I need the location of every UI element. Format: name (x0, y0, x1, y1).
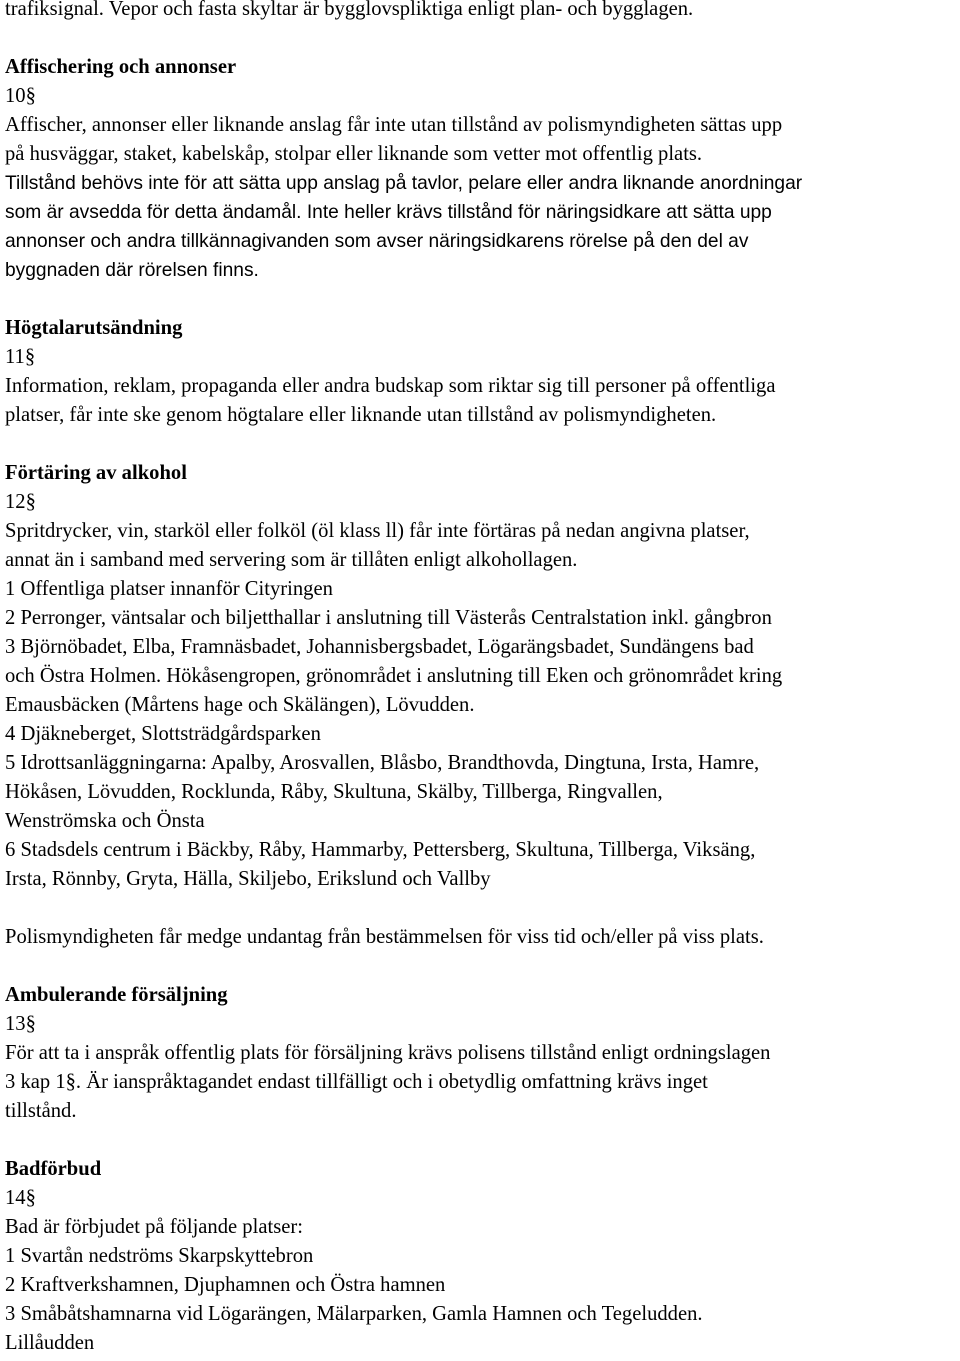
section-12-list-item: 4 Djäkneberget, Slottsträdgårdsparken (5, 723, 321, 745)
section-heading-hogtalarutsandning: Högtalarutsändning (5, 317, 183, 339)
section-14-line: Bad är förbjudet på följande platser: (5, 1216, 303, 1238)
section-12-line: annat än i samband med servering som är tillåten enligt alkohollagen. (5, 549, 578, 571)
section-heading-badforbud: Badförbud (5, 1158, 102, 1180)
intro-line: trafiksignal. Vepor och fasta skyltar är bygglovspliktiga enligt plan- och bygglagen. (5, 0, 694, 20)
section-12-list-item: och Östra Holmen. Hökåsengropen, grönområdet i anslutning till Eken och grönområdet kring (5, 665, 783, 687)
section-12-line: Spritdrycker, vin, starköl eller folköl (öl klass ll) får inte förtäras på nedan angivna platser, (5, 520, 750, 542)
section-10-line: Affischer, annonser eller liknande anslag får inte utan tillstånd av polismyndigheten sättas upp (5, 114, 783, 136)
section-10-line: byggnaden där rörelsen finns. (5, 260, 259, 281)
section-14-list-item: 1 Svartån nedströms Skarpskyttebron (5, 1245, 314, 1267)
section-heading-affischering: Affischering och annonser (5, 56, 237, 78)
section-13-line: 3 kap 1§. Är ianspråktagandet endast tillfälligt och i obetydlig omfattning krävs inget (5, 1071, 708, 1093)
paragraph-gap (5, 24, 957, 53)
section-12-list-item: 1 Offentliga platser innanför Cityringen (5, 578, 333, 600)
section-12-list-item: Emausbäcken (Mårtens hage och Skälängen), Lövudden. (5, 694, 475, 716)
section-number-12: 12§ (5, 491, 36, 513)
section-11-line: Information, reklam, propaganda eller andra budskap som riktar sig till personer på offentliga (5, 375, 776, 397)
section-13-line: tillstånd. (5, 1100, 77, 1122)
section-10-line: annonser och andra tillkännagivanden som avser näringsidkarens rörelse på den del av (5, 231, 749, 252)
section-number-14: 14§ (5, 1187, 36, 1209)
paragraph-gap (5, 285, 957, 314)
section-13-line: För att ta i anspråk offentlig plats för försäljning krävs polisens tillstånd enligt ordningslagen (5, 1042, 771, 1064)
section-12-list-item: Irsta, Rönnby, Gryta, Hälla, Skiljebo, Erikslund och Vallby (5, 868, 491, 890)
section-12-list-item: 3 Björnöbadet, Elba, Framnäsbadet, Johannisbergsbadet, Lögarängsbadet, Sundängens bad (5, 636, 754, 658)
section-12-list-item: 5 Idrottsanläggningarna: Apalby, Arosvallen, Blåsbo, Brandthovda, Dingtuna, Irsta, Hamre, (5, 752, 760, 774)
section-12-list-item: 2 Perronger, väntsalar och biljetthallar i anslutning till Västerås Centralstation inkl. gångbron (5, 607, 772, 629)
section-11-line: platser, får inte ske genom högtalare eller liknande utan tillstånd av polismyndigheten. (5, 404, 717, 426)
section-12-list-item: 6 Stadsdels centrum i Bäckby, Råby, Hammarby, Pettersberg, Skultuna, Tillberga, Viksäng, (5, 839, 756, 861)
paragraph-gap (5, 1126, 957, 1155)
section-12-exemption: Polismyndigheten får medge undantag från bestämmelsen för viss tid och/eller på viss plats. (5, 926, 764, 948)
section-12-list-item: Wenströmska och Önsta (5, 810, 205, 832)
section-14-list-item: 2 Kraftverkshamnen, Djuphamnen och Östra hamnen (5, 1274, 446, 1296)
section-number-11: 11§ (5, 346, 36, 368)
section-12-list-item: Hökåsen, Lövudden, Rocklunda, Råby, Skultuna, Skälby, Tillberga, Ringvallen, (5, 781, 663, 803)
section-14-list-item: Lillåudden (5, 1332, 95, 1354)
document-page (5, 0, 957, 1358)
paragraph-gap (5, 894, 957, 923)
paragraph-gap (5, 430, 957, 459)
section-heading-fortaring-av-alkohol: Förtäring av alkohol (5, 462, 187, 484)
section-heading-ambulerande-forsaljning: Ambulerande försäljning (5, 984, 228, 1006)
section-14-list-item: 3 Småbåtshamnarna vid Lögarängen, Mälarparken, Gamla Hamnen och Tegeludden. (5, 1303, 703, 1325)
paragraph-gap (5, 952, 957, 981)
section-number-13: 13§ (5, 1013, 36, 1035)
section-10-line: på husväggar, staket, kabelskåp, stolpar eller liknande som vetter mot offentlig plats. (5, 143, 703, 165)
section-number-10: 10§ (5, 85, 36, 107)
section-10-line: som är avsedda för detta ändamål. Inte heller krävs tillstånd för näringsidkare att sätta upp (5, 202, 772, 223)
section-10-line: Tillstånd behövs inte för att sätta upp anslag på tavlor, pelare eller andra liknande anordningar (5, 173, 803, 194)
